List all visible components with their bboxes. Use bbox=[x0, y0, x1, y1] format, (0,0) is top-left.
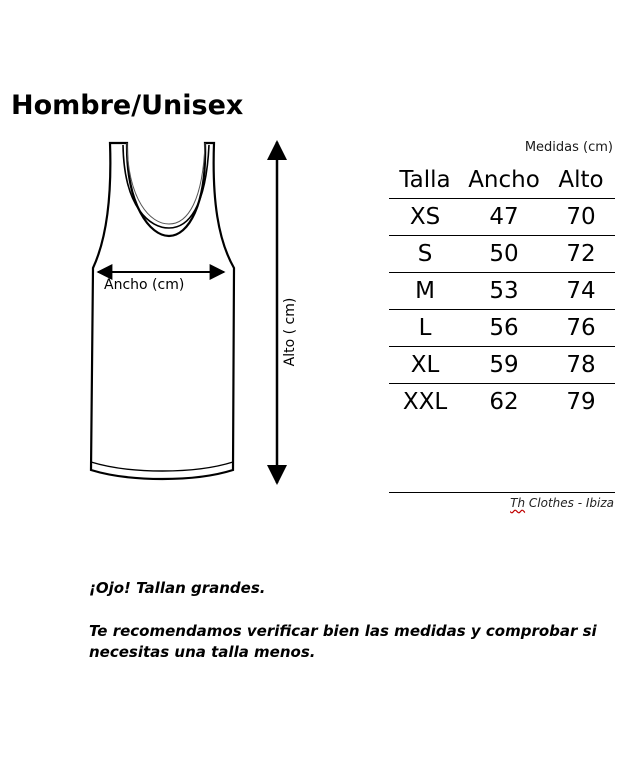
header-talla: Talla bbox=[389, 162, 461, 199]
cell-talla: XS bbox=[389, 199, 461, 236]
table-row bbox=[389, 273, 615, 310]
cell-ancho: 62 bbox=[489, 389, 519, 415]
table-row bbox=[389, 199, 615, 236]
size-table bbox=[389, 162, 615, 420]
cell-alto: 79 bbox=[566, 389, 596, 415]
cell-ancho: 53 bbox=[461, 273, 547, 310]
cell-talla: XL bbox=[389, 347, 461, 384]
cell-alto: 70 bbox=[547, 199, 615, 236]
table-row bbox=[389, 347, 615, 384]
brand-credit bbox=[510, 496, 614, 510]
units-label: Medidas (cm) bbox=[524, 140, 613, 155]
brand-prefix: Th bbox=[510, 496, 526, 510]
cell-alto: 74 bbox=[547, 273, 615, 310]
table-row bbox=[389, 384, 615, 421]
cell-talla: S bbox=[389, 236, 461, 273]
cell-ancho: 59 bbox=[461, 347, 547, 384]
table-bottom-rule bbox=[389, 492, 615, 493]
brand-rest: Clothes - Ibiza bbox=[525, 496, 614, 510]
cell-talla: L bbox=[389, 310, 461, 347]
cell-talla: XXL bbox=[402, 389, 448, 415]
alto-label: Alto ( cm) bbox=[282, 297, 298, 367]
cell-alto: 72 bbox=[547, 236, 615, 273]
cell-alto: 78 bbox=[547, 347, 615, 384]
note-recommendation: Te recomendamos verificar bien las medidas y comprobar si necesitas una talla menos. bbox=[89, 622, 597, 661]
note-warning: ¡Ojo! Tallan grandes. bbox=[89, 579, 266, 597]
cell-alto: 76 bbox=[547, 310, 615, 347]
header-ancho: Ancho bbox=[461, 162, 547, 199]
cell-ancho: 47 bbox=[461, 199, 547, 236]
cell-ancho: 56 bbox=[461, 310, 547, 347]
page-title: Hombre/Unisex bbox=[11, 90, 244, 121]
tank-top-outline bbox=[91, 143, 234, 479]
cell-ancho: 50 bbox=[461, 236, 547, 273]
table-row bbox=[389, 310, 615, 347]
table-header-row bbox=[389, 162, 615, 199]
cell-talla: M bbox=[389, 273, 461, 310]
table-row bbox=[389, 236, 615, 273]
header-alto: Alto bbox=[547, 162, 615, 199]
ancho-label: Ancho (cm) bbox=[104, 277, 185, 293]
